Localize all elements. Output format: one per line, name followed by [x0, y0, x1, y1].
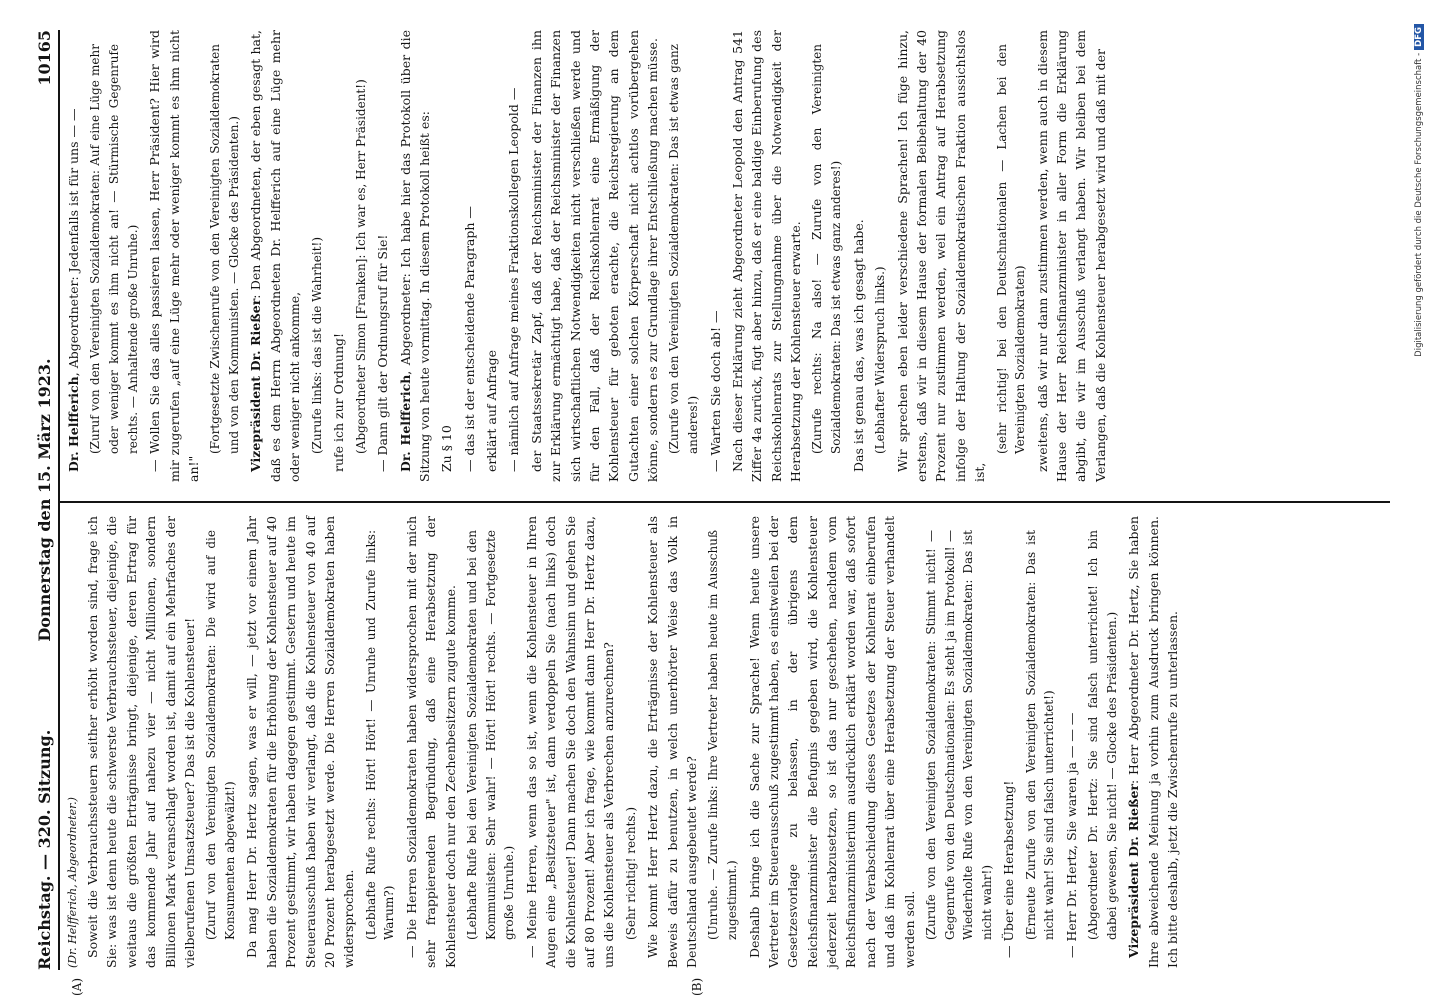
- speaker-name: Dr. Helfferich: [66, 376, 81, 472]
- paragraph: Nach dieser Erklärung zieht Abgeordneter Leopold den Antrag 541 Ziffer 4a zurück, fügt aber hinzu, daß er eine baldige Einberufung des Reichskohlenrats zur Stellungnahme über die Notwendigkeit der Herabsetzung der Kohlensteuer erwarte.: [729, 30, 804, 482]
- paragraph: — Meine Herren, wenn das so ist, wenn die Kohlensteuer in Ihren Augen eine „Besitzsteuer" ist, dann verdoppeln Sie (nach links) doch die Kohlensteuer! Dann machen Sie doch den Wahnsinn und gehen Sie auf 80 Prozent! Aber ich frage, wie kommt dann Herr Dr. Hertz dazu, uns die Kohlensteuer als Verbrechen anzurechnen?: [523, 516, 617, 968]
- credit-text: Digitalisierung gefördert durch die Deutsche Forschungsgemeinschaft -: [1414, 52, 1424, 357]
- paragraph: (Abgeordneter Dr. Hertz: Sie sind falsch unterrichtet! Ich bin dabei gewesen, Sie nicht! — Glocke des Präsidenten.): [1086, 530, 1119, 940]
- paragraph: Dr. Helfferich, Abgeordneter: Jedenfalls ist für uns — —: [66, 108, 81, 472]
- running-header: [24, 30, 60, 970]
- page-number: 10165: [35, 30, 54, 86]
- header-date: Donnerstag den 15. März 1923.: [35, 358, 54, 642]
- margin-mark-b: (B): [690, 977, 704, 996]
- left-column: [64, 516, 1186, 968]
- paragraph: (Unruhe. — Zurufe links: Ihre Vertreter haben heute im Ausschuß zugestimmt.): [706, 530, 740, 940]
- paragraph: Das ist genau das, was ich gesagt habe.: [850, 219, 866, 472]
- paragraph: — nämlich auf Anfrage meines Fraktionskollegen Leopold —: [506, 87, 522, 472]
- paragraph: zweitens, daß wir nur dann zustimmen werden, wenn auch in diesem Hause der Herr Reichsfinanzminister in aller Form die Erklärung abgibt, die wir im Ausschuß verlangt haben. Wir bleiben bei dem Verlangen, daß die Kohlensteuer herabgesetzt wird und daß mit der: [1034, 30, 1108, 482]
- column-divider: [60, 502, 1390, 504]
- header-left: Reichstag. — 320. Sitzung.: [35, 729, 54, 970]
- paragraph: (Erneute Zurufe von den Vereinigten Sozialdemokraten: Das ist nicht wahr! Sie sind falsch unterrichtet!): [1023, 530, 1057, 940]
- paragraph: (Lebhafter Widerspruch links.): [873, 266, 888, 454]
- paragraph: rufe ich zur Ordnung!: [331, 332, 347, 472]
- paragraph: (Zuruf von den Vereinigten Sozialdemokraten: Die wird auf die Konsumenten abgewälzt!): [204, 530, 237, 940]
- paragraph: Wir sprechen eben leider verschiedene Sprachen! Ich füge hinzu, erstens, daß wir in diesem Hause der formalen Beibehaltung der 40 Prozent nur zustimmen werden, weil ein Antrag auf Herabsetzung infolge der Haltung der Sozialdemokratischen Fraktion aussichtslos ist,: [894, 30, 988, 482]
- paragraph: (Lebhafte Rufe bei den Vereinigten Sozialdemokraten und bei den Kommunisten: Sehr wahr! — Hört! Hört! rechts. — Fortgesetzte große Unruhe.): [465, 530, 517, 940]
- paragraph: (Lebhafte Rufe rechts: Hört! Hört! — Unruhe und Zurufe links: Warum?): [363, 530, 397, 940]
- paragraph: (Zurufe links: das ist die Wahrheit!): [309, 236, 324, 454]
- paragraph: (Zurufe rechts: Na also! — Zurufe von den Vereinigten Sozialdemokraten: Das ist etwas ganz anderes!): [810, 44, 844, 454]
- paragraph: — Warten Sie doch ab! —: [707, 310, 723, 472]
- paragraph: der Staatssekretär Zapf, daß der Reichsminister der Finanzen ihn zur Erklärung ermächtigt habe, daß der Reichsminister der Finanzen sich wirtschaftlichen Notwendigkeiten nicht verschließen werde und für den Fall, daß der Reichskohlenrat eine Ermäßigung der Kohlensteuer für geboten erachte, die Reichsregierung an dem Gutachten einer solchen Körperschaft nicht achtlos vorübergehen könne, sondern es zur Grundlage ihrer Entschließung machen müsse.: [528, 30, 661, 482]
- speaker-name: Dr. Helfferich: [397, 374, 413, 472]
- paragraph: (Zurufe von den Vereinigten Sozialdemokraten: Das ist etwas ganz anderes!): [667, 44, 700, 454]
- paragraph: Deshalb bringe ich die Sache zur Sprache! Wenn heute unsere Vertreter im Steuerausschuß zugestimmt haben, es einstweilen bei der Gesetzesvorlage zu belassen, in der übrigens dem Reichsfinanzminister die Befugnis gegeben wird, die Kohlensteuer jederzeit herabzusetzen, so ist das nur geschehen, nachdem vom Reichsfinanzministerium ausdrücklich erklärt worden war, daß sofort nach der Verabschiedung dieses Gesetzes der Kohlenrat einberufen und daß im Kohlenrat über eine Herabsetzung der Steuer verhandelt werden soll.: [746, 515, 917, 968]
- paragraph: — Herr Dr. Hertz, Sie waren ja — — —: [1063, 712, 1079, 958]
- paragraph: — Wollen Sie das alles passieren lassen, Herr Präsident? Hier wird mir zugerufen „auf eine Lüge mehr oder weniger kommt es ihm nicht an!": [147, 30, 201, 482]
- paragraph: (Abgeordneter Simon [Franken]: Ich war es, Herr Präsident!): [353, 79, 368, 454]
- paragraph: (Sehr richtig! rechts.): [623, 806, 638, 940]
- paragraph: erklärt auf Anfrage: [484, 349, 500, 472]
- paragraph: (Fortgesetzte Zwischenrufe von den Vereinigten Sozialdemokraten und von den Kommunisten. — Glocke des Präsidenten.): [208, 44, 241, 454]
- speaker-name: Vizepräsident Dr. Rießer: [1126, 783, 1142, 958]
- paragraph: (sehr richtig! bei den Deutschnationalen — Lachen bei den Vereinigten Sozialdemokraten): [994, 44, 1028, 454]
- paragraph: — Dann gilt der Ordnungsruf für Sie!: [375, 234, 391, 472]
- paragraph: Da mag Herr Dr. Hertz sagen, was er will, — jetzt vor einem Jahr haben die Sozialdemokraten für die Erhöhung der Kohlensteuer auf 40 Prozent gestimmt, wir haben dagegen gestimmt. Gestern und heute im Steuerausschuß haben wir verlangt, daß die Kohlensteuer von 40 auf 20 Prozent herabgesetzt werde. Die Herren Sozialdemokraten haben widersprochen.: [244, 516, 357, 968]
- dfg-logo: DFG: [1414, 24, 1424, 50]
- paragraph: — das ist der entscheidende Paragraph —: [461, 206, 477, 472]
- paragraph: — Die Herren Sozialdemokraten haben widersprochen mit der mich sehr frappierenden Begründung, daß eine Herabsetzung der Kohlensteuer doch nur den Zechenbesitzern zugute komme.: [403, 516, 458, 968]
- paragraph: Vizepräsident Dr. Rießer: Herr Abgeordneter Dr. Hertz, Sie haben Ihre abweichende Meinung ja vorhin zum Ausdruck bringen können. Ich bitte deshalb, jetzt die Zwischenrufe zu unterlassen.: [1126, 516, 1181, 968]
- paragraph: Soweit die Verbrauchssteuern seither erhöht worden sind, frage ich Sie: was ist denn heute die schwerste Verbrauchssteuer, diejenige, die weitaus die größten Erträgnisse bringt, diejenige, deren Ertrag für das kommende Jahr auf nahezu vier — nicht Millionen, sondern Billionen Mark veranschlagt worden ist, damit auf ein Mehrfaches der vielberufenen Umsatzsteuer? Das ist die Kohlensteuer!: [85, 516, 197, 968]
- digitization-credit: [1412, 12, 1434, 988]
- speaker-name: Vizepräsident Dr. Rießer: [248, 298, 264, 472]
- paragraph: (Zuruf von den Vereinigten Sozialdemokraten: Auf eine Lüge mehr oder weniger kommt es ihm nicht an! — Stürmische Gegenrufe rechts. — Anhaltende große Unruhe.): [88, 44, 140, 454]
- margin-mark-a: (A): [70, 977, 84, 996]
- paragraph: Vizepräsident Dr. Rießer: Den Abgeordneten, der eben gesagt hat, daß es dem Herrn Abgeordneten Dr. Helfferich auf eine Lüge mehr oder weniger nicht ankomme,: [248, 30, 303, 482]
- paragraph: — Über eine Herabsetzung!: [1001, 780, 1017, 958]
- paragraph: Dr. Helfferich, Abgeordneter: Ich habe hier das Protokoll über die Sitzung von heute vormittag. In diesem Protokoll heißt es:: [397, 30, 432, 482]
- speaker-caption: (Dr. Helfferich, Abgeordneter.): [66, 797, 79, 968]
- right-column: [64, 30, 1113, 482]
- paragraph: Wie kommt Herr Hertz dazu, die Erträgnisse der Kohlensteuer als Beweis dafür zu benutzen, in welch unerhörter Weise das Volk in Deutschland ausgebeutet werde?: [645, 516, 700, 968]
- paragraph: (Zurufe von den Vereinigten Sozialdemokraten: Stimmt nicht! — Gegenrufe von den Deutschnationalen: Es steht ja im Protokoll! — Wiederholte Rufe von den Vereinigten Sozialdemokraten: Das ist nicht wahr!): [923, 530, 994, 940]
- paragraph: Zu § 10: [439, 425, 455, 472]
